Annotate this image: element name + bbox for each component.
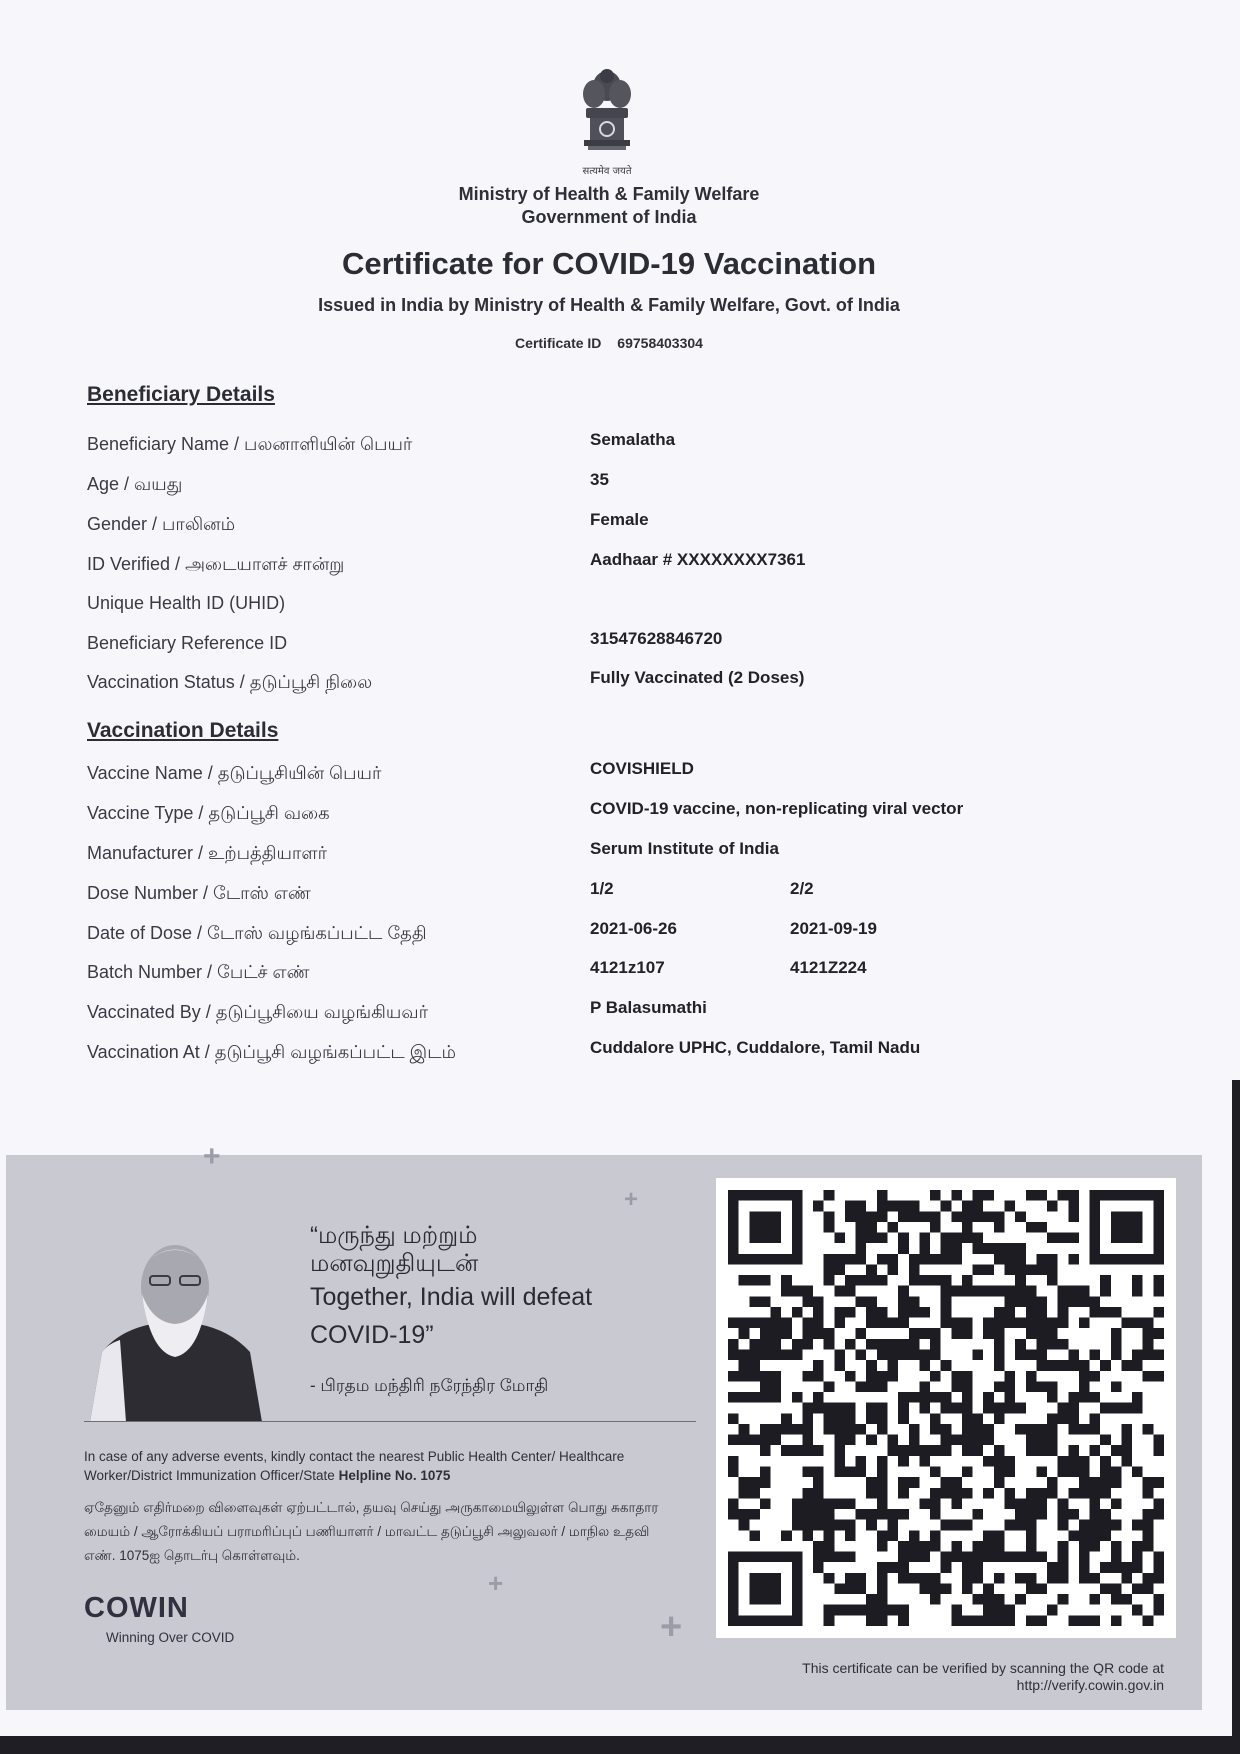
plus-icon: + [203,1140,221,1173]
scan-edge-bottom [0,1736,1240,1754]
row-label: Vaccination At / தடுப்பூசி வழங்கப்பட்ட இடம் [87,1042,456,1062]
qr-code-icon [716,1178,1176,1638]
dose-1-value: 2021-06-26 [590,919,677,938]
verify-note [802,1660,1164,1694]
row-label: ID Verified / அடையாளச் சான்று [87,554,345,574]
certificate-id-line [0,335,1218,351]
row-value: Female [590,510,649,529]
row-value: P Balasumathi [590,998,707,1017]
row-label: Age / வயது [87,474,183,494]
vaccination-row-vaccinated-at [87,1038,1187,1072]
beneficiary-row-age [87,470,1187,504]
row-label: Dose Number / டோஸ் எண் [87,883,311,903]
row-label: Gender / பாலினம் [87,514,236,534]
advisory-english [84,1447,684,1485]
row-label: Unique Health ID (UHID) [87,593,286,613]
row-label: Date of Dose / டோஸ் வழங்கப்பட்ட தேதி [87,923,427,943]
vaccination-row-batch [87,958,1187,992]
banner-divider [84,1421,696,1422]
row-value: COVID-19 vaccine, non-replicating viral vector [590,799,964,818]
row-label: Vaccine Name / தடுப்பூசியின் பெயர் [87,763,382,783]
verify-line-1: This certificate can be verified by scanning the QR code at [802,1660,1164,1676]
beneficiary-details-heading: Beneficiary Details [87,383,275,406]
row-label: Batch Number / பேட்ச் எண் [87,962,310,982]
dose-2-value: 2021-09-19 [790,919,877,938]
row-value: Serum Institute of India [590,839,779,858]
ministry-name: Ministry of Health & Family Welfare [458,184,760,204]
helpline-number: Helpline No. 1075 [338,1468,451,1483]
quote-tamil [310,1222,478,1278]
row-value: Fully Vaccinated (2 Doses) [590,668,805,687]
certificate-title: Certificate for COVID-19 Vaccination [341,246,877,281]
quote-tamil-line-1: “மருந்து மற்றும் [310,1222,478,1249]
quote-english: Together, India will defeat COVID-19” [310,1283,593,1349]
beneficiary-row-name [87,430,1187,464]
vaccination-row-manufacturer [87,839,1187,873]
row-label: Vaccination Status / தடுப்பூசி நிலை [87,672,373,692]
beneficiary-row-reference-id [87,629,1187,663]
plus-icon: + [624,1186,639,1213]
row-label: Manufacturer / உற்பத்தியாளர் [87,843,327,863]
plus-icon: + [488,1568,504,1598]
dose-1-value: 1/2 [590,879,614,898]
row-value: Cuddalore UPHC, Cuddalore, Tamil Nadu [590,1038,921,1057]
beneficiary-row-gender [87,510,1187,544]
dose-2-value: 4121Z224 [790,958,867,977]
row-value: COVISHIELD [590,759,694,778]
beneficiary-row-status [87,668,1187,702]
vaccination-details-heading: Vaccination Details [87,719,279,742]
verify-url: http://verify.cowin.gov.in [1016,1677,1164,1693]
vaccination-row-dose-number [87,879,1187,913]
row-value: Aadhaar # XXXXXXXX7361 [590,550,806,569]
government-name: Government of India [521,207,697,227]
advisory-text: In case of any adverse events, kindly contact the nearest Public Health Center/ Healthcare Worker/District Immunization Officer/State [84,1449,625,1483]
certificate-id-label: Certificate ID [515,335,602,351]
beneficiary-row-id-verified [87,550,1187,584]
row-label: Vaccinated By / தடுப்பூசியை வழங்கியவர் [87,1002,428,1022]
vaccination-row-date [87,919,1187,953]
quote-tamil-line-2: மனவுறுதியுடன் [310,1250,479,1277]
scan-edge-right [1232,1080,1240,1754]
row-label: Vaccine Type / தடுப்பூசி வகை [87,803,330,823]
row-value: 31547628846720 [590,629,723,648]
advisory-tamil: ஏதேனும் எதிர்மறை விளைவுகள் ஏற்பட்டால், தயவு செய்து அருகாமையிலுள்ள பொது சுகாதார மையம் / ஆரோக்கியப் பராமரிப்புப் பணியாளர் / மாவட்ட தடுப்பூசி அலுவலர் / மாநில உதவி எண். 1075ஐ தொடர்பு கொள்ளவும். [84,1500,659,1563]
quote-attribution: - பிரதம மந்திரி நரேந்திர மோதி [310,1376,549,1395]
dose-2-value: 2/2 [790,879,814,898]
cowin-logo: COWIN [84,1592,189,1624]
row-value: Semalatha [590,430,676,449]
beneficiary-row-uhid [87,593,1187,623]
dose-1-value: 4121z107 [590,958,665,977]
certificate-id-value: 69758403304 [617,335,703,351]
emblem-motto: सत्यमेव जयते [582,166,632,177]
row-label: Beneficiary Reference ID [87,633,288,653]
row-value: 35 [590,470,609,489]
vaccination-row-type [87,799,1187,833]
row-label: Beneficiary Name / பலனாளியின் பெயர் [87,434,413,454]
vaccination-row-vaccinated-by [87,998,1187,1032]
prime-minister-portrait [80,1232,270,1422]
certificate-subtitle: Issued in India by Ministry of Health & Family Welfare, Govt. of India [318,295,900,315]
plus-icon: + [660,1606,683,1648]
vaccination-row-name [87,759,1187,793]
cowin-tagline: Winning Over COVID [106,1630,235,1645]
